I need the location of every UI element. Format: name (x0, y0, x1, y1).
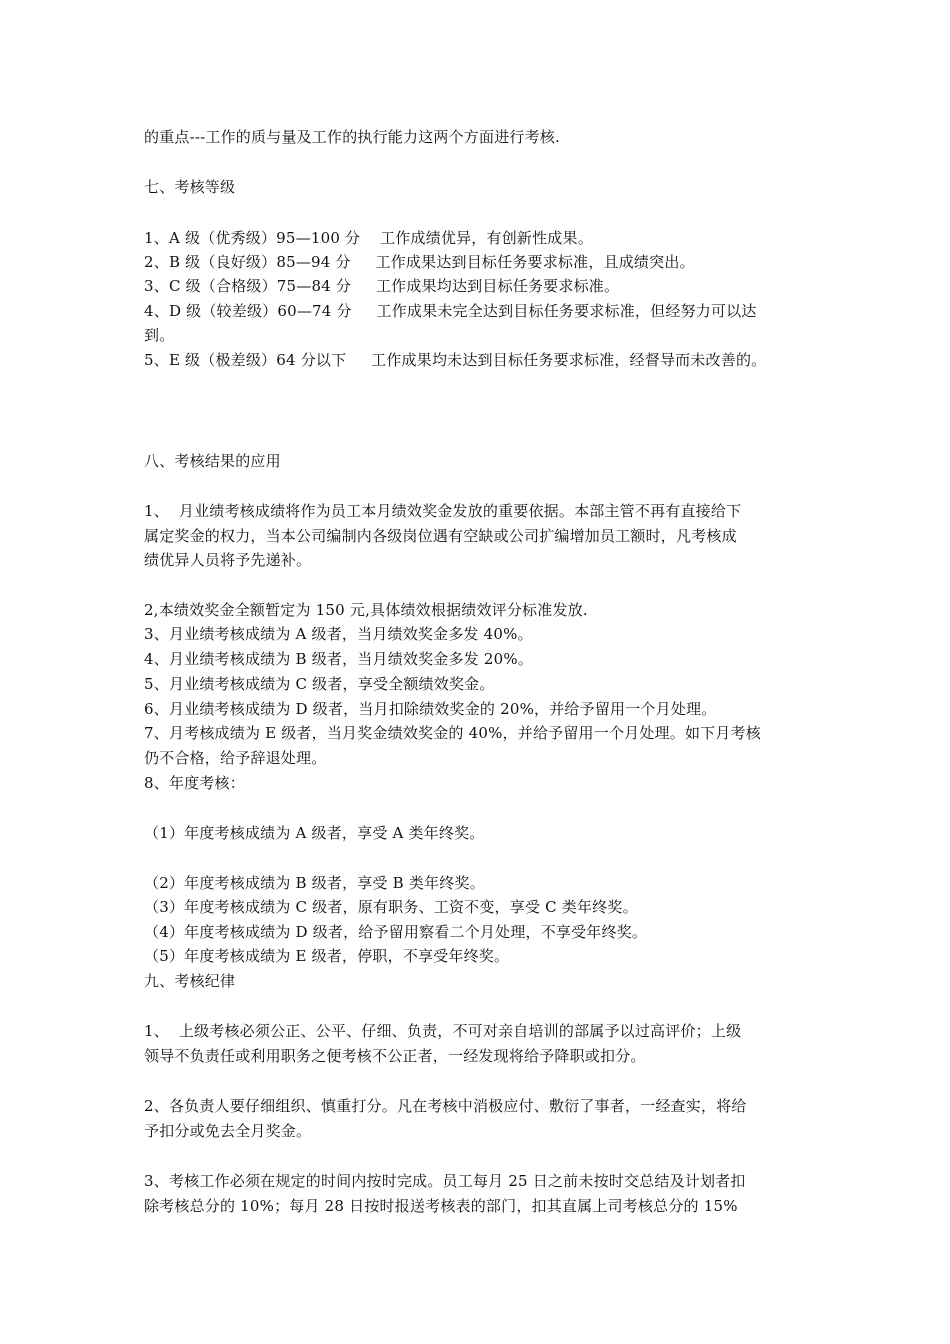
discipline-item-3-cont: 除考核总分的 10%；每月 28 日按时报送考核表的部门，扣其直属上司考核总分的 15% (144, 1197, 738, 1215)
application-item-4: 4、月业绩考核成绩为 B 级者，当月绩效奖金多发 20%。 (144, 650, 534, 668)
section-heading-application: 八、考核结果的应用 (144, 452, 281, 470)
discipline-item-2-cont: 予扣分或免去全月奖金。 (144, 1122, 312, 1140)
text-line-intro: 的重点---工作的质与量及工作的执行能力这两个方面进行考核. (144, 128, 560, 146)
application-item-1-cont2: 绩优异人员将予先递补。 (144, 551, 312, 569)
discipline-item-1-cont: 领导不负责任或利用职务之便考核不公正者，一经发现将给予降职或扣分。 (144, 1047, 646, 1065)
grade-item-d-cont: 到。 (144, 326, 175, 344)
grade-item-d: 4、D 级（较差级）60—74 分 工作成果未完全达到目标任务要求标准，但经努力可以达 (144, 302, 757, 320)
grade-item-c: 3、C 级（合格级）75—84 分 工作成果均达到目标任务要求标准。 (144, 277, 620, 295)
application-item-6: 6、月业绩考核成绩为 D 级者，当月扣除绩效奖金的 20%，并给予留用一个月处理。 (144, 700, 717, 718)
discipline-item-2: 2、各负责人要仔细组织、慎重打分。凡在考核中消极应付、敷衍了事者，一经查实，将给 (144, 1097, 747, 1115)
application-item-7-cont: 仍不合格，给予辞退处理。 (144, 749, 327, 767)
annual-item-2: （2）年度考核成绩为 B 级者，享受 B 类年终奖。 (144, 874, 485, 892)
grade-item-e: 5、E 级（极差级）64 分以下 工作成果均未达到目标任务要求标准，经督导而未改善的。 (144, 351, 767, 369)
annual-item-5: （5）年度考核成绩为 E 级者，停职，不享受年终奖。 (144, 947, 510, 965)
application-item-3: 3、月业绩考核成绩为 A 级者，当月绩效奖金多发 40%。 (144, 625, 533, 643)
application-item-1-cont: 属定奖金的权力，当本公司编制内各级岗位遇有空缺或公司扩编增加员工额时，凡考核成 (144, 527, 737, 545)
application-item-8: 8、年度考核： (144, 774, 245, 792)
application-item-7: 7、月考核成绩为 E 级者，当月奖金绩效奖金的 40%，并给予留用一个月处理。如下月考核 (144, 724, 761, 742)
discipline-item-3: 3、考核工作必须在规定的时间内按时完成。员工每月 25 日之前未按时交总结及计划者扣 (144, 1172, 746, 1190)
section-heading-grades: 七、考核等级 (144, 178, 236, 196)
grade-item-a: 1、A 级（优秀级）95—100 分 工作成绩优异，有创新性成果。 (144, 229, 593, 247)
application-item-1: 1、 月业绩考核成绩将作为员工本月绩效奖金发放的重要依据。本部主管不再有直接给下 (144, 502, 742, 520)
section-heading-discipline: 九、考核纪律 (144, 972, 236, 990)
annual-item-3: （3）年度考核成绩为 C 级者，原有职务、工资不变，享受 C 类年终奖。 (144, 898, 638, 916)
grade-item-b: 2、B 级（良好级）85—94 分 工作成果达到目标任务要求标准，且成绩突出。 (144, 253, 695, 271)
application-item-5: 5、月业绩考核成绩为 C 级者，享受全额绩效奖金。 (144, 675, 495, 693)
annual-item-1: （1）年度考核成绩为 A 级者，享受 A 类年终奖。 (144, 824, 485, 842)
application-item-2: 2,本绩效奖金全额暂定为 150 元,具体绩效根据绩效评分标准发放. (144, 601, 588, 619)
annual-item-4: （4）年度考核成绩为 D 级者，给予留用察看二个月处理，不享受年终奖。 (144, 923, 648, 941)
discipline-item-1: 1、 上级考核必须公正、公平、仔细、负责，不可对亲自培训的部属予以过高评价；上级 (144, 1022, 742, 1040)
